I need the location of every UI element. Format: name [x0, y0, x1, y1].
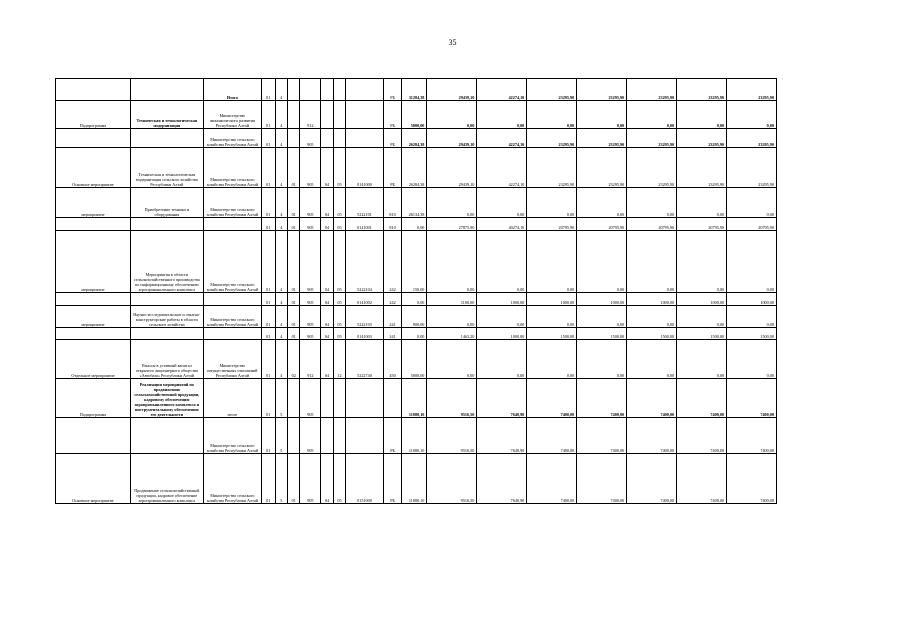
amount-cell: 0,00 — [627, 101, 677, 129]
amount-cell: 1500,00 — [627, 328, 677, 340]
code-cell: 4 — [275, 129, 287, 148]
code-cell: 01 — [288, 231, 300, 293]
amount-cell: 7640,90 — [477, 418, 527, 454]
amount-cell: 23295,90 — [677, 148, 727, 188]
program-name-cell — [130, 79, 203, 101]
code-cell — [288, 101, 300, 129]
code-cell: 01 — [262, 101, 276, 129]
amount-cell: 0,00 — [577, 306, 627, 328]
program-name-cell: Научно-исследовательские и опытно-конструкторские работы в области сельского хозяйства — [130, 306, 203, 328]
code-cell: 01 — [288, 293, 300, 306]
code-cell — [346, 418, 383, 454]
code-cell: 905 — [300, 306, 321, 328]
amount-cell: 0,00 — [477, 188, 527, 218]
amount-cell: 26284,38 — [402, 148, 427, 188]
amount-cell: 0,00 — [427, 101, 477, 129]
table-row — [56, 293, 827, 306]
code-cell — [288, 418, 300, 454]
executor-cell — [203, 293, 261, 306]
amount-cell: 0,00 — [627, 306, 677, 328]
code-cell: 01 — [262, 79, 276, 101]
amount-cell: 0,00 — [527, 306, 577, 328]
amount-cell: 5000,00 — [402, 340, 427, 379]
amount-cell: 7400,00 — [527, 379, 577, 418]
code-cell: 450 — [383, 340, 402, 379]
amount-cell: 23295,90 — [527, 79, 577, 101]
amount-cell: 23295,90 — [627, 79, 677, 101]
amount-cell: 0,00 — [677, 188, 727, 218]
amount-cell: 0,00 — [527, 101, 577, 129]
code-cell: 04 — [321, 293, 333, 306]
amount-cell: 0,00 — [402, 328, 427, 340]
amount-cell: 42274,10 — [477, 79, 527, 101]
code-cell: 0141002 — [346, 293, 383, 306]
amount-cell: 1000,00 — [727, 293, 777, 306]
code-cell: 4 — [275, 79, 287, 101]
code-cell: 905 — [300, 293, 321, 306]
code-cell: РБ — [383, 101, 402, 129]
amount-cell: 7400,00 — [627, 418, 677, 454]
program-name-cell — [130, 293, 203, 306]
table-row — [56, 340, 827, 379]
code-cell: 01 — [262, 188, 276, 218]
program-level-cell — [56, 418, 131, 454]
amount-cell: 0,00 — [477, 306, 527, 328]
code-cell: 0141003 — [346, 328, 383, 340]
amount-cell: 0,00 — [577, 101, 627, 129]
code-cell: 01 — [262, 418, 276, 454]
amount-cell: 0,00 — [577, 231, 627, 293]
program-name-cell — [130, 328, 203, 340]
table-row — [56, 418, 827, 454]
amount-cell: 1500,00 — [727, 328, 777, 340]
amount-cell: 7400,00 — [577, 454, 627, 504]
code-cell: 5 — [275, 418, 287, 454]
program-name-cell — [130, 129, 203, 148]
table-row — [56, 148, 827, 188]
code-cell: 5 — [275, 379, 287, 418]
amount-cell: 0,00 — [727, 188, 777, 218]
executor-cell: Министерство сельского хозяйства Республики Алтай — [203, 418, 261, 454]
program-level-cell: мероприятие — [56, 231, 131, 293]
amount-cell: 7400,00 — [627, 454, 677, 504]
code-cell: 01 — [262, 306, 276, 328]
amount-cell: 7400,00 — [677, 418, 727, 454]
amount-cell: 0,00 — [627, 231, 677, 293]
code-cell: 01 — [262, 340, 276, 379]
table-row — [56, 328, 827, 340]
amount-cell: 0,00 — [727, 231, 777, 293]
executor-cell — [203, 328, 261, 340]
code-cell — [346, 379, 383, 418]
program-level-cell: Отдельное мероприятие — [56, 340, 131, 379]
code-cell: 01 — [288, 148, 300, 188]
executor-cell: Министерство сельского хозяйства Республики Алтай — [203, 231, 261, 293]
amount-cell: 20795,90 — [727, 218, 777, 231]
col-t — [776, 79, 826, 504]
code-cell: 01 — [288, 306, 300, 328]
code-cell: 05 — [333, 328, 345, 340]
amount-cell: 0,00 — [477, 340, 527, 379]
executor-cell: Министерство имущественных отношений Республики Алтай — [203, 340, 261, 379]
amount-cell: 9516,50 — [427, 454, 477, 504]
amount-cell: 0,00 — [727, 101, 777, 129]
amount-cell: 23295,90 — [527, 148, 577, 188]
code-cell: 5222740 — [346, 340, 383, 379]
code-cell: 241 — [383, 306, 402, 328]
amount-cell: 0,00 — [527, 340, 577, 379]
program-level-cell: Подпрограмма — [56, 101, 131, 129]
code-cell: РБ — [383, 79, 402, 101]
amount-cell: 0,00 — [677, 101, 727, 129]
code-cell — [321, 129, 333, 148]
amount-cell: 23295,90 — [527, 129, 577, 148]
code-cell: РБ — [383, 148, 402, 188]
amount-cell: 0,00 — [427, 340, 477, 379]
executor-cell: Министерство сельского хозяйства Республики Алтай — [203, 454, 261, 504]
code-cell: 01 — [262, 218, 276, 231]
code-cell — [321, 418, 333, 454]
amount-cell: 27875,90 — [427, 218, 477, 231]
code-cell: 905 — [300, 148, 321, 188]
code-cell: 4 — [275, 218, 287, 231]
amount-cell: 1000,00 — [477, 293, 527, 306]
code-cell: РБ — [383, 418, 402, 454]
code-cell: 4 — [275, 231, 287, 293]
amount-cell: 1000,00 — [477, 328, 527, 340]
amount-cell: 9516,50 — [427, 418, 477, 454]
amount-cell: 20795,90 — [627, 218, 677, 231]
code-cell — [300, 79, 321, 101]
program-name-cell: Мероприятия в области сельскохозяйственного производства по информационному обеспечению агропромышленного комплекса — [130, 231, 203, 293]
program-level-cell: мероприятие — [56, 188, 131, 218]
amount-cell: 7400,00 — [527, 454, 577, 504]
executor-cell: Министерство сельского хозяйства Республики Алтай — [203, 129, 261, 148]
amount-cell: 26134,38 — [402, 188, 427, 218]
code-cell: 4 — [275, 328, 287, 340]
code-cell: 5222103 — [346, 306, 383, 328]
code-cell: 05 — [333, 293, 345, 306]
code-cell: 810 — [383, 218, 402, 231]
amount-cell: 0,00 — [727, 306, 777, 328]
code-cell: 01 — [262, 129, 276, 148]
amount-cell: 7400,00 — [727, 454, 777, 504]
code-cell: РБ — [383, 454, 402, 504]
amount-cell: 0,00 — [527, 188, 577, 218]
amount-cell: 0,00 — [427, 188, 477, 218]
amount-cell: 0,00 — [477, 101, 527, 129]
table-row — [56, 231, 827, 293]
amount-cell: 0,00 — [677, 306, 727, 328]
code-cell: 4 — [275, 148, 287, 188]
code-cell: 5222104 — [346, 231, 383, 293]
code-cell: 4 — [275, 293, 287, 306]
amount-cell: 11080,10 — [402, 418, 427, 454]
code-cell: 04 — [321, 218, 333, 231]
program-level-cell: Основное мероприятие — [56, 454, 131, 504]
amount-cell: 7400,00 — [627, 379, 677, 418]
program-name-cell: Реализация мероприятий по продвижению сельскохозяйственной продукции, кадровому обеспечению агропромышленного комплекса и инструментальному обеспечению его деятельности — [130, 379, 203, 418]
program-level-cell: мероприятие — [56, 306, 131, 328]
amount-cell: 29439,10 — [427, 129, 477, 148]
code-cell: 01 — [262, 293, 276, 306]
code-cell: 04 — [321, 454, 333, 504]
amount-cell: 9516,50 — [427, 379, 477, 418]
amount-cell: 23295,90 — [727, 129, 777, 148]
code-cell: 04 — [321, 340, 333, 379]
amount-cell: 0,00 — [627, 340, 677, 379]
code-cell: 905 — [300, 379, 321, 418]
code-cell: 4 — [275, 306, 287, 328]
code-cell: 01 — [262, 454, 276, 504]
code-cell: 0141001 — [346, 218, 383, 231]
program-name-cell — [130, 218, 203, 231]
amount-cell: 23295,90 — [627, 129, 677, 148]
code-cell: 0151000 — [346, 454, 383, 504]
code-cell: 05 — [333, 218, 345, 231]
amount-cell: 29439,10 — [427, 148, 477, 188]
table-row — [56, 454, 827, 504]
code-cell — [383, 379, 402, 418]
code-cell: 0141000 — [346, 148, 383, 188]
program-name-cell: Приобретение техники и оборудования — [130, 188, 203, 218]
code-cell: 01 — [262, 148, 276, 188]
amount-cell: 7400,00 — [727, 418, 777, 454]
program-name-cell: Техническая и технологическая модернизация — [130, 101, 203, 129]
table-row — [56, 306, 827, 328]
code-cell: 905 — [300, 328, 321, 340]
amount-cell: 0,00 — [577, 188, 627, 218]
program-level-cell — [56, 293, 131, 306]
amount-cell: 7400,00 — [677, 379, 727, 418]
code-cell — [288, 79, 300, 101]
amount-cell: 11080,10 — [402, 454, 427, 504]
program-name-cell: Техническая и технологическая модернизация сельского хозяйства Республики Алтай — [130, 148, 203, 188]
code-cell: 905 — [300, 418, 321, 454]
amount-cell: 23295,90 — [577, 129, 627, 148]
executor-cell: Итого — [203, 79, 261, 101]
amount-cell: 42274,10 — [477, 129, 527, 148]
code-cell: 05 — [333, 148, 345, 188]
code-cell — [333, 101, 345, 129]
program-name-cell: Взносы в уставный капитал открытого акционерного общества «Автобаза» Республики Алтай — [130, 340, 203, 379]
executor-cell: Министерство экономического развития Республики Алтай — [203, 101, 261, 129]
table-row — [56, 379, 827, 418]
amount-cell: 23295,90 — [677, 79, 727, 101]
amount-cell: 0,00 — [427, 231, 477, 293]
code-cell: 04 — [321, 306, 333, 328]
code-cell: РБ — [383, 129, 402, 148]
amount-cell: 7400,00 — [727, 379, 777, 418]
amount-cell: 1000,00 — [577, 293, 627, 306]
amount-cell: 0,00 — [402, 218, 427, 231]
code-cell — [288, 129, 300, 148]
code-cell: 05 — [333, 231, 345, 293]
amount-cell: 0,00 — [402, 293, 427, 306]
code-cell — [333, 418, 345, 454]
code-cell — [321, 379, 333, 418]
code-cell: 01 — [262, 328, 276, 340]
code-cell: 912 — [300, 101, 321, 129]
amount-cell: 900,00 — [402, 306, 427, 328]
amount-cell: 0,00 — [427, 306, 477, 328]
program-name-cell: Продвижение сельскохозяйственной продукции, кадровое обеспечение агропромышленного комплекса — [130, 454, 203, 504]
table-row — [56, 218, 827, 231]
amount-cell: 23295,90 — [677, 129, 727, 148]
amount-cell: 1500,00 — [527, 328, 577, 340]
amount-cell: 7640,90 — [477, 454, 527, 504]
code-cell: 04 — [321, 188, 333, 218]
code-cell: 01 — [288, 328, 300, 340]
code-cell: 905 — [300, 129, 321, 148]
program-level-cell — [56, 129, 131, 148]
code-cell: 04 — [321, 328, 333, 340]
amount-cell: 31284,38 — [402, 79, 427, 101]
program-level-cell — [56, 328, 131, 340]
executor-cell: Министерство сельского хозяйства Республики Алтай — [203, 306, 261, 328]
table-row — [56, 188, 827, 218]
amount-cell: 23295,90 — [727, 148, 777, 188]
program-level-cell — [56, 79, 131, 101]
amount-cell: 23295,90 — [577, 79, 627, 101]
executor-cell: Министерство сельского хозяйства Республики Алтай — [203, 148, 261, 188]
code-cell — [346, 79, 383, 101]
code-cell: 12 — [333, 340, 345, 379]
code-cell — [333, 129, 345, 148]
code-cell: 4 — [275, 340, 287, 379]
amount-cell: 42274,10 — [477, 148, 527, 188]
code-cell: 912 — [300, 340, 321, 379]
amount-cell: 1100,00 — [427, 293, 477, 306]
program-level-cell — [56, 218, 131, 231]
code-cell: 01 — [262, 231, 276, 293]
code-cell: 4 — [275, 101, 287, 129]
code-cell: 905 — [300, 454, 321, 504]
amount-cell: 29439,10 — [427, 79, 477, 101]
amount-cell: 23295,90 — [727, 79, 777, 101]
code-cell: 905 — [300, 188, 321, 218]
program-level-cell: Основное мероприятие — [56, 148, 131, 188]
table-row — [56, 101, 827, 129]
amount-cell: 150,00 — [402, 231, 427, 293]
code-cell: 01 — [288, 218, 300, 231]
amount-cell: 1500,00 — [677, 328, 727, 340]
code-cell: 05 — [333, 188, 345, 218]
code-cell — [333, 379, 345, 418]
amount-cell: 0,00 — [677, 340, 727, 379]
code-cell: 5222101 — [346, 188, 383, 218]
executor-cell — [203, 218, 261, 231]
amount-cell: 40274,10 — [477, 218, 527, 231]
code-cell: 05 — [333, 454, 345, 504]
amount-cell: 20795,90 — [677, 218, 727, 231]
code-cell: 01 — [288, 454, 300, 504]
code-cell — [288, 379, 300, 418]
page-number: 35 — [448, 38, 457, 47]
code-cell: 05 — [333, 306, 345, 328]
amount-cell: 5000,00 — [402, 101, 427, 129]
code-cell — [321, 101, 333, 129]
code-cell: 242 — [383, 293, 402, 306]
amount-cell: 7400,00 — [677, 454, 727, 504]
amount-cell: 0,00 — [627, 188, 677, 218]
program-name-cell — [130, 418, 203, 454]
code-cell: 04 — [321, 148, 333, 188]
executor-cell: Министерство сельского хозяйства Республики Алтай — [203, 188, 261, 218]
amount-cell: 26284,38 — [402, 129, 427, 148]
program-level-cell: Подпрограмма — [56, 379, 131, 418]
table-row — [56, 79, 827, 101]
amount-cell: 1000,00 — [627, 293, 677, 306]
amount-cell: 7400,00 — [577, 379, 627, 418]
amount-cell: 7640,90 — [477, 379, 527, 418]
amount-cell: 11080,10 — [402, 379, 427, 418]
amount-cell: 20795,90 — [527, 218, 577, 231]
code-cell — [346, 129, 383, 148]
amount-cell: 1500,00 — [577, 328, 627, 340]
code-cell: 04 — [321, 231, 333, 293]
code-cell: 905 — [300, 218, 321, 231]
amount-cell: 0,00 — [677, 231, 727, 293]
code-cell — [321, 79, 333, 101]
table-row — [56, 129, 827, 148]
code-cell: 810 — [383, 188, 402, 218]
budget-table — [55, 78, 827, 504]
amount-cell: 23295,90 — [627, 148, 677, 188]
code-cell — [346, 101, 383, 129]
amount-cell: 20795,90 — [577, 218, 627, 231]
amount-cell: 1000,00 — [527, 293, 577, 306]
amount-cell: 1000,00 — [677, 293, 727, 306]
executor-cell: итого — [203, 379, 261, 418]
amount-cell: 1463,20 — [427, 328, 477, 340]
amount-cell: 0,00 — [477, 231, 527, 293]
code-cell: 241 — [383, 328, 402, 340]
code-cell: 02 — [288, 340, 300, 379]
amount-cell: 0,00 — [577, 340, 627, 379]
amount-cell: 0,00 — [727, 340, 777, 379]
code-cell — [333, 79, 345, 101]
amount-cell: 7400,00 — [527, 418, 577, 454]
amount-cell: 7400,00 — [577, 418, 627, 454]
amount-cell: 23295,90 — [577, 148, 627, 188]
code-cell: 905 — [300, 231, 321, 293]
code-cell: 4 — [275, 188, 287, 218]
code-cell: 5 — [275, 454, 287, 504]
code-cell: 01 — [262, 379, 276, 418]
code-cell: 242 — [383, 231, 402, 293]
code-cell: 01 — [288, 188, 300, 218]
amount-cell: 0,00 — [527, 231, 577, 293]
